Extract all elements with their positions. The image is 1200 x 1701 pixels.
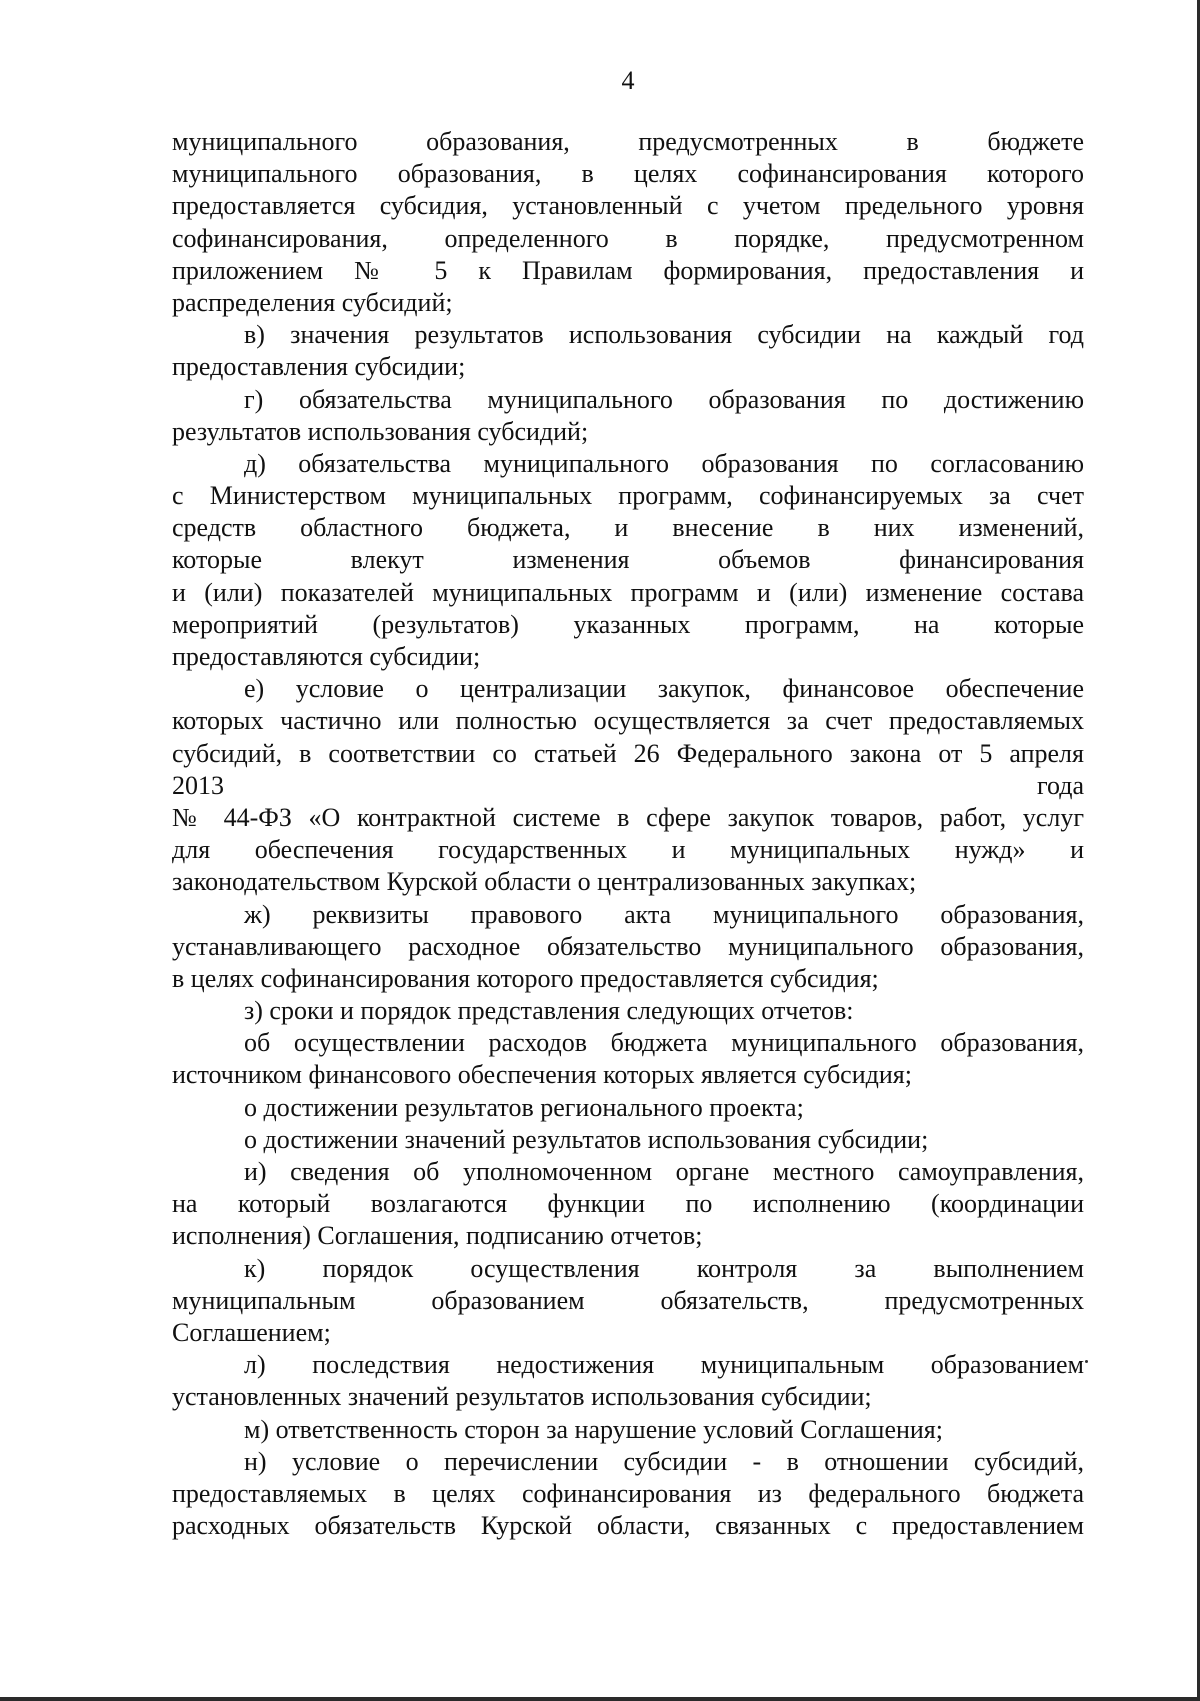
- text-line: результатов использования субсидий;: [172, 416, 589, 446]
- text-line: средств областного бюджета, и внесение в них изменений,: [172, 513, 1084, 543]
- text-line: муниципального образования, предусмотренных в бюджете: [172, 127, 1084, 156]
- text-line: предоставляемых в целях софинансирования из федерального бюджета: [172, 1478, 1084, 1508]
- scan-edge-bottom: [0, 1697, 1200, 1701]
- text-line: к) порядок осуществления контроля за выполнением: [244, 1253, 1084, 1283]
- text-line: н) условие о перечислении субсидии - в отношении субсидий,: [244, 1446, 1084, 1476]
- text-line: законодательством Курской области о централизованных закупках;: [172, 867, 917, 897]
- text-line: распределения субсидий;: [172, 287, 453, 317]
- text-line: е) условие о централизации закупок, финансовое обеспечение: [244, 674, 1084, 704]
- text-line: для обеспечения государственных и муниципальных нужд» и: [172, 835, 1084, 865]
- text-line: предоставления субсидии;: [172, 352, 466, 382]
- text-line: з) сроки и порядок представления следующих отчетов:: [244, 996, 854, 1026]
- text-line: муниципального образования, в целях софинансирования которого: [172, 159, 1084, 189]
- text-line: о достижении значений результатов использования субсидии;: [244, 1124, 929, 1154]
- text-line: л) последствия недостижения муниципальным образованием: [244, 1350, 1084, 1380]
- text-line: устанавливающего расходное обязательство муниципального образования,: [172, 931, 1084, 961]
- text-line: установленных значений результатов использования субсидии;: [172, 1382, 872, 1412]
- text-line: ж) реквизиты правового акта муниципального образования,: [244, 899, 1084, 929]
- text-line: источником финансового обеспечения которых является субсидия;: [172, 1060, 912, 1090]
- text-line: д) обязательства муниципального образования по согласованию: [244, 448, 1084, 478]
- text-line: приложением № 5 к Правилам формирования, предоставления и: [172, 255, 1084, 285]
- text-line: предоставляются субсидии;: [172, 642, 481, 671]
- text-line: которых частично или полностью осуществляется за счет предоставляемых: [172, 706, 1084, 736]
- scan-speck: [1085, 1360, 1088, 1363]
- page-number: 4: [621, 66, 635, 95]
- text-line: 2013 года: [172, 770, 1084, 800]
- body-text: [172, 126, 1084, 1542]
- text-line: в целях софинансирования которого предоставляется субсидия;: [172, 963, 879, 993]
- text-line: предоставляется субсидия, установленный с учетом предельного уровня: [172, 191, 1084, 221]
- text-line: № 44-ФЗ «О контрактной системе в сфере закупок товаров, работ, услуг: [172, 802, 1084, 832]
- text-line: которые влекут изменения объемов финансирования: [172, 545, 1084, 575]
- text-line: с Министерством муниципальных программ, софинансируемых за счет: [172, 481, 1084, 511]
- text-line: софинансирования, определенного в порядке, предусмотренном: [172, 223, 1084, 253]
- text-line: в) значения результатов использования субсидии на каждый год: [244, 320, 1084, 350]
- text-line: муниципальным образованием обязательств, предусмотренных: [172, 1285, 1084, 1315]
- text-line: о достижении результатов регионального проекта;: [244, 1092, 804, 1122]
- text-line: субсидий, в соответствии со статьей 26 Федерального закона от 5 апреля: [172, 738, 1084, 768]
- text-line: на который возлагаются функции по исполнению (координации: [172, 1189, 1084, 1219]
- text-line: г) обязательства муниципального образования по достижению: [244, 384, 1084, 414]
- text-line: м) ответственность сторон за нарушение условий Соглашения;: [244, 1414, 943, 1444]
- text-line: и (или) показателей муниципальных программ и (или) изменение состава: [172, 577, 1084, 607]
- text-line: мероприятий (результатов) указанных программ, на которые: [172, 609, 1084, 639]
- text-line: исполнения) Соглашения, подписанию отчетов;: [172, 1221, 703, 1251]
- text-line: Соглашением;: [172, 1317, 331, 1347]
- text-line: расходных обязательств Курской области, связанных с предоставлением: [172, 1511, 1084, 1541]
- text-line: об осуществлении расходов бюджета муниципального образования,: [244, 1028, 1084, 1058]
- text-line: и) сведения об уполномоченном органе местного самоуправления,: [244, 1157, 1084, 1186]
